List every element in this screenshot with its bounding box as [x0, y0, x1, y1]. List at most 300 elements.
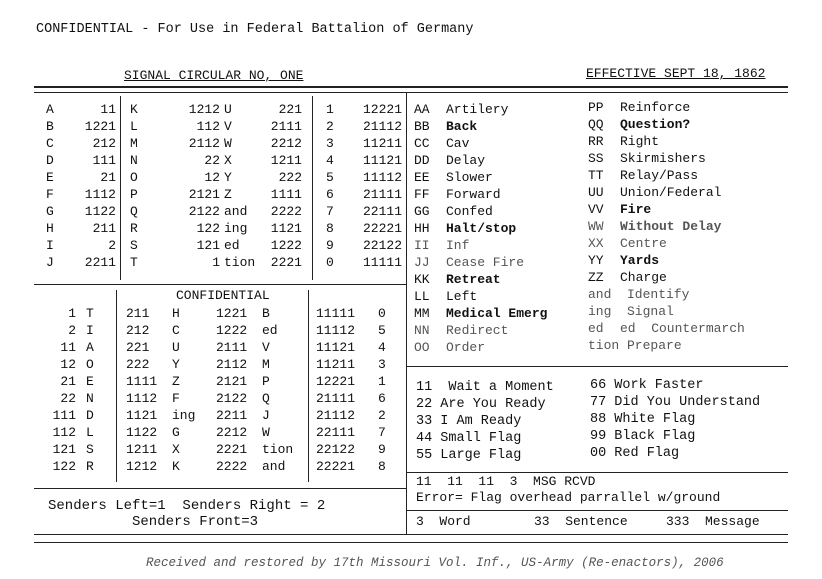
abbreviation-code: JJ [414, 255, 430, 270]
abbreviation-meaning: Charge [620, 270, 667, 285]
decode-letter: M [262, 357, 270, 372]
decode-row [216, 425, 300, 442]
decode-code: 21112 [316, 408, 356, 423]
decode-row [316, 374, 398, 391]
code-row [130, 153, 220, 170]
abbreviation-row [588, 168, 745, 185]
decode-row [126, 391, 210, 408]
abbreviation-meaning: ed Countermarch [620, 321, 745, 336]
code-row [326, 255, 402, 272]
code-value: 1121 [270, 221, 302, 236]
message-code: 333 Message [666, 514, 760, 529]
decode-letter: H [172, 306, 180, 321]
numbered-signal: 77 Did You Understand [590, 395, 761, 410]
decode-code: 22122 [316, 442, 356, 457]
abbreviation-code: PP [588, 100, 604, 115]
decode-row [46, 459, 110, 476]
decode-col4 [316, 306, 398, 476]
decode-letter: F [172, 391, 180, 406]
decode-row [46, 442, 110, 459]
bottom-rule [34, 534, 788, 535]
abbreviation-meaning: Halt/stop [446, 221, 517, 236]
decode-code: 1222 [216, 323, 248, 338]
decode-code: 1211 [126, 442, 158, 457]
numbered-signal: 55 Large Flag [416, 448, 522, 463]
decode-row [316, 425, 398, 442]
abbreviation-meaning: Delay [446, 153, 486, 168]
decode-row [216, 391, 300, 408]
code-value: 112 [196, 119, 220, 134]
decode-letter: 7 [378, 425, 386, 440]
code-key: 9 [326, 238, 334, 253]
abbreviation-row [588, 185, 745, 202]
abbreviation-meaning: Forward [446, 187, 501, 202]
decode-code: 2111 [216, 340, 248, 355]
abbreviation-row [588, 321, 745, 338]
abbreviation-meaning: Left [446, 289, 478, 304]
code-row [46, 204, 116, 221]
decode-row [316, 323, 398, 340]
decode-code: 12 [60, 357, 76, 372]
decode-code: 22111 [316, 425, 356, 440]
code-row [46, 255, 116, 272]
abbreviation-code: GG [414, 204, 430, 219]
decode-row [316, 459, 398, 476]
decode-letter: B [262, 306, 270, 321]
abbreviation-row [588, 338, 745, 355]
code-row [326, 102, 402, 119]
abbreviation-code: WW [588, 219, 604, 234]
abbreviation-meaning: Back [446, 119, 478, 134]
code-key: 5 [326, 170, 334, 185]
senders-line2: Senders Front=3 [132, 514, 259, 530]
decode-row [216, 408, 300, 425]
decode-row [126, 442, 210, 459]
top-rule [34, 86, 788, 88]
code-row [326, 136, 402, 153]
abbreviation-code: BB [414, 119, 430, 134]
decode-row [46, 425, 110, 442]
decode-row [46, 306, 110, 323]
code-row [130, 170, 220, 187]
abbreviation-row [414, 289, 547, 306]
footer-credit: Received and restored by 17th Missouri Vol. Inf., US-Army (Re-enactors), 2006 [146, 556, 724, 570]
abbreviation-row [414, 238, 547, 255]
abbreviation-meaning: Without Delay [620, 219, 722, 234]
abbreviation-row [588, 100, 745, 117]
code-row [46, 170, 116, 187]
abbreviation-meaning: Slower [446, 170, 493, 185]
code-value: 11 [100, 102, 116, 117]
numbered-signal: 00 Red Flag [590, 446, 680, 461]
abbreviation-code: II [414, 238, 430, 253]
code-row [46, 187, 116, 204]
decode-letter: R [86, 459, 94, 474]
abbreviation-code: FF [414, 187, 430, 202]
abbreviation-meaning: Skirmishers [620, 151, 706, 166]
code-key: W [224, 136, 232, 151]
code-value: 22221 [362, 221, 402, 236]
code-value: 21111 [362, 187, 402, 202]
code-row [130, 119, 220, 136]
decode-letter: S [86, 442, 94, 457]
code-key: 1 [326, 102, 334, 117]
code-row [130, 187, 220, 204]
code-key: V [224, 119, 232, 134]
code-value: 111 [92, 153, 116, 168]
right-middle-rule [406, 366, 788, 367]
code-key: S [130, 238, 138, 253]
decode-letter: X [172, 442, 180, 457]
code-row [224, 153, 302, 170]
code-key: M [130, 136, 138, 151]
decode-code: 1112 [126, 391, 158, 406]
decode-letter: I [86, 323, 94, 338]
code-key: 2 [326, 119, 334, 134]
sentence-code: 33 Sentence [534, 514, 628, 529]
abbreviations-col2 [588, 100, 745, 355]
code-key: and [224, 204, 248, 219]
code-key: ing [224, 221, 248, 236]
code-key: ed [224, 238, 240, 253]
code-key: R [130, 221, 138, 236]
code-value: 1212 [188, 102, 220, 117]
code-value: 2111 [270, 119, 302, 134]
alpha-codes-col2 [130, 102, 220, 272]
abbreviation-meaning: and Identify [588, 287, 690, 302]
code-key: T [130, 255, 138, 270]
code-value: 22111 [362, 204, 402, 219]
decode-letter: O [86, 357, 94, 372]
code-key: H [46, 221, 54, 236]
decode-letter: V [262, 340, 270, 355]
decode-row [216, 442, 300, 459]
abbreviation-code: VV [588, 202, 604, 217]
abbreviation-row [588, 253, 745, 270]
abbreviation-meaning: Right [620, 134, 660, 149]
alpha-codes-col3 [224, 102, 302, 272]
abbreviation-row [414, 323, 547, 340]
decode-code: 2112 [216, 357, 248, 372]
code-key: N [130, 153, 138, 168]
code-row [224, 255, 302, 272]
decode-code: 11112 [316, 323, 356, 338]
abbreviation-code: DD [414, 153, 430, 168]
decode-title: CONFIDENTIAL [176, 288, 270, 303]
code-value: 1122 [84, 204, 116, 219]
senders-rule [34, 488, 406, 489]
code-key: E [46, 170, 54, 185]
abbreviation-meaning: Retreat [446, 272, 501, 287]
decode-letter: 9 [378, 442, 386, 457]
decode-code: 11121 [316, 340, 356, 355]
code-value: 1 [212, 255, 220, 270]
abbreviation-meaning: tion Prepare [588, 338, 682, 353]
decode-letter: P [262, 374, 270, 389]
decode-row [126, 459, 210, 476]
alpha-codes-col1 [46, 102, 116, 272]
effective-date: EFFECTIVE SEPT 18, 1862 [586, 66, 766, 81]
abbreviation-row [588, 304, 745, 321]
msg-received-line: 11 11 11 3 MSG RCVD [416, 474, 596, 489]
code-key: I [46, 238, 54, 253]
code-value: 1221 [84, 119, 116, 134]
abbreviation-code: TT [588, 168, 604, 183]
decode-code: 221 [126, 340, 150, 355]
code-key: 6 [326, 187, 334, 202]
decode-col3 [216, 306, 300, 476]
abbreviation-meaning: Inf [446, 238, 470, 253]
decode-letter: W [262, 425, 270, 440]
code-row [130, 102, 220, 119]
code-key: 0 [326, 255, 334, 270]
decode-letter: 3 [378, 357, 386, 372]
abbreviation-row [414, 187, 547, 204]
decode-letter: N [86, 391, 94, 406]
senders-line1: Senders Left=1 Senders Right = 2 [48, 498, 326, 514]
code-key: Z [224, 187, 232, 202]
code-row [326, 221, 402, 238]
word-rule [406, 510, 788, 511]
code-key: J [46, 255, 54, 270]
abbreviation-row [414, 306, 547, 323]
decode-row [216, 357, 300, 374]
code-key: D [46, 153, 54, 168]
code-value: 1211 [270, 153, 302, 168]
decode-code: 1 [68, 306, 76, 321]
abbreviation-meaning: Question? [620, 117, 691, 132]
abbreviation-code: LL [414, 289, 430, 304]
bottom-rule-2 [34, 542, 788, 543]
decode-row [316, 408, 398, 425]
code-value: 2 [108, 238, 116, 253]
decode-code: 1221 [216, 306, 248, 321]
abbreviation-meaning: Medical Emerg [446, 306, 548, 321]
code-row [326, 187, 402, 204]
code-row [224, 187, 302, 204]
abbreviation-row [414, 153, 547, 170]
decode-letter: 4 [378, 340, 386, 355]
decode-letter: Q [262, 391, 270, 406]
abbreviation-code: CC [414, 136, 430, 151]
code-key: K [130, 102, 138, 117]
decode-letter: D [86, 408, 94, 423]
code-row [46, 238, 116, 255]
code-row [326, 238, 402, 255]
abbreviation-code: AA [414, 102, 430, 117]
decode-letter: and [262, 459, 286, 474]
abbreviation-code: UU [588, 185, 604, 200]
code-value: 21 [100, 170, 116, 185]
code-row [130, 221, 220, 238]
center-divider [406, 92, 407, 534]
code-key: tion [224, 255, 256, 270]
abbreviation-meaning: Centre [620, 236, 667, 251]
abbreviation-meaning: Reinforce [620, 100, 691, 115]
numbered-signal: 99 Black Flag [590, 429, 696, 444]
code-row [326, 204, 402, 221]
code-key: A [46, 102, 54, 117]
top-rule-thin [34, 92, 788, 93]
abbreviation-code: KK [414, 272, 430, 287]
abbreviation-row [414, 340, 547, 357]
code-value: 1112 [84, 187, 116, 202]
code-row [224, 238, 302, 255]
abbreviation-meaning: Fire [620, 202, 652, 217]
code-value: 22122 [362, 238, 402, 253]
decode-code: 2 [68, 323, 76, 338]
code-value: 12 [204, 170, 220, 185]
decode-letter: T [86, 306, 94, 321]
decode-code: 212 [126, 323, 150, 338]
abbreviation-code: ed [588, 321, 604, 336]
code-value: 2112 [188, 136, 220, 151]
decode-letter: J [262, 408, 270, 423]
code-value: 11211 [362, 136, 402, 151]
decode-col2 [126, 306, 210, 476]
code-row [326, 153, 402, 170]
decode-row [46, 357, 110, 374]
abbreviation-meaning: Relay/Pass [620, 168, 699, 183]
abbreviation-code: ZZ [588, 270, 604, 285]
decode-letter: 2 [378, 408, 386, 423]
confidential-line: CONFIDENTIAL - For Use in Federal Battalion of Germany [36, 22, 474, 37]
code-value: 2221 [270, 255, 302, 270]
decode-code: 121 [52, 442, 76, 457]
code-row [326, 170, 402, 187]
abbreviation-meaning: Confed [446, 204, 493, 219]
decode-row [216, 374, 300, 391]
decode-letter: K [172, 459, 180, 474]
code-key: O [130, 170, 138, 185]
abbreviation-code: YY [588, 253, 604, 268]
decode-row [316, 391, 398, 408]
decode-code: 2212 [216, 425, 248, 440]
abbreviation-code: SS [588, 151, 604, 166]
decode-code: 11 [60, 340, 76, 355]
code-key: P [130, 187, 138, 202]
code-value: 221 [278, 102, 302, 117]
abbreviation-meaning: Artilery [446, 102, 509, 117]
decode-row [46, 408, 110, 425]
code-value: 11111 [362, 255, 402, 270]
abbreviation-meaning: Order [446, 340, 486, 355]
abbreviation-row [414, 204, 547, 221]
decode-letter: ed [262, 323, 278, 338]
decode-letter: 5 [378, 323, 386, 338]
code-row [224, 136, 302, 153]
decode-code: 11111 [316, 306, 356, 321]
decode-letter: 6 [378, 391, 386, 406]
code-value: 21112 [362, 119, 402, 134]
abbreviation-code: QQ [588, 117, 604, 132]
abbreviation-row [588, 287, 745, 304]
decode-row [126, 408, 210, 425]
numbered-signals-col2 [590, 378, 760, 463]
decode-code: 2222 [216, 459, 248, 474]
code-row [224, 170, 302, 187]
code-key: Q [130, 204, 138, 219]
numbered-signal: 33 I Am Ready [416, 414, 522, 429]
numbered-signal: 88 White Flag [590, 412, 696, 427]
decode-row [46, 374, 110, 391]
decode-code: 222 [126, 357, 150, 372]
code-value: 2122 [188, 204, 220, 219]
abbreviation-code: EE [414, 170, 430, 185]
abbreviations-col1 [414, 102, 547, 357]
abbreviation-row [588, 151, 745, 168]
decode-row [216, 459, 300, 476]
decode-code: 21111 [316, 391, 356, 406]
error-line: Error= Flag overhead parrallel w/ground [416, 490, 721, 505]
decode-divider-1 [116, 290, 117, 482]
decode-letter: ing [172, 408, 196, 423]
decode-code: 12221 [316, 374, 356, 389]
code-row [326, 119, 402, 136]
abbreviation-meaning: Cease Fire [446, 255, 525, 270]
msg-rule [406, 472, 788, 473]
numbered-signal: 22 Are You Ready [416, 397, 546, 412]
decode-code: 2211 [216, 408, 248, 423]
code-value: 1111 [270, 187, 302, 202]
code-row [224, 204, 302, 221]
code-row [46, 102, 116, 119]
decode-letter: 8 [378, 459, 386, 474]
code-value: 12221 [362, 102, 402, 117]
code-value: 11121 [362, 153, 402, 168]
decode-code: 22221 [316, 459, 356, 474]
decode-code: 21 [60, 374, 76, 389]
abbreviation-row [414, 170, 547, 187]
code-row [46, 221, 116, 238]
abbreviation-meaning: Yards [620, 253, 660, 268]
decode-code: 1121 [126, 408, 158, 423]
decode-row [46, 340, 110, 357]
code-value: 211 [92, 221, 116, 236]
decode-code: 112 [52, 425, 76, 440]
decode-letter: Y [172, 357, 180, 372]
code-row [224, 102, 302, 119]
decode-code: 22 [60, 391, 76, 406]
code-row [224, 221, 302, 238]
decode-row [316, 357, 398, 374]
decode-divider-2 [308, 290, 309, 482]
abbreviation-row [414, 255, 547, 272]
decode-row [126, 306, 210, 323]
decode-code: 2221 [216, 442, 248, 457]
decode-row [46, 391, 110, 408]
code-key: B [46, 119, 54, 134]
decode-letter: 0 [378, 306, 386, 321]
decode-row [316, 340, 398, 357]
code-value: 212 [92, 136, 116, 151]
decode-code: 111 [52, 408, 76, 423]
code-value: 222 [278, 170, 302, 185]
decode-row [216, 323, 300, 340]
abbreviation-meaning: Cav [446, 136, 470, 151]
abbreviation-meaning: Union/Federal [620, 185, 722, 200]
decode-row [316, 306, 398, 323]
abbreviation-code: OO [414, 340, 430, 355]
decode-letter: L [86, 425, 94, 440]
decode-code: 2121 [216, 374, 248, 389]
decode-row [126, 357, 210, 374]
code-row [224, 119, 302, 136]
abbreviation-row [414, 221, 547, 238]
code-key: U [224, 102, 232, 117]
abbreviation-row [414, 272, 547, 289]
decode-row [126, 323, 210, 340]
